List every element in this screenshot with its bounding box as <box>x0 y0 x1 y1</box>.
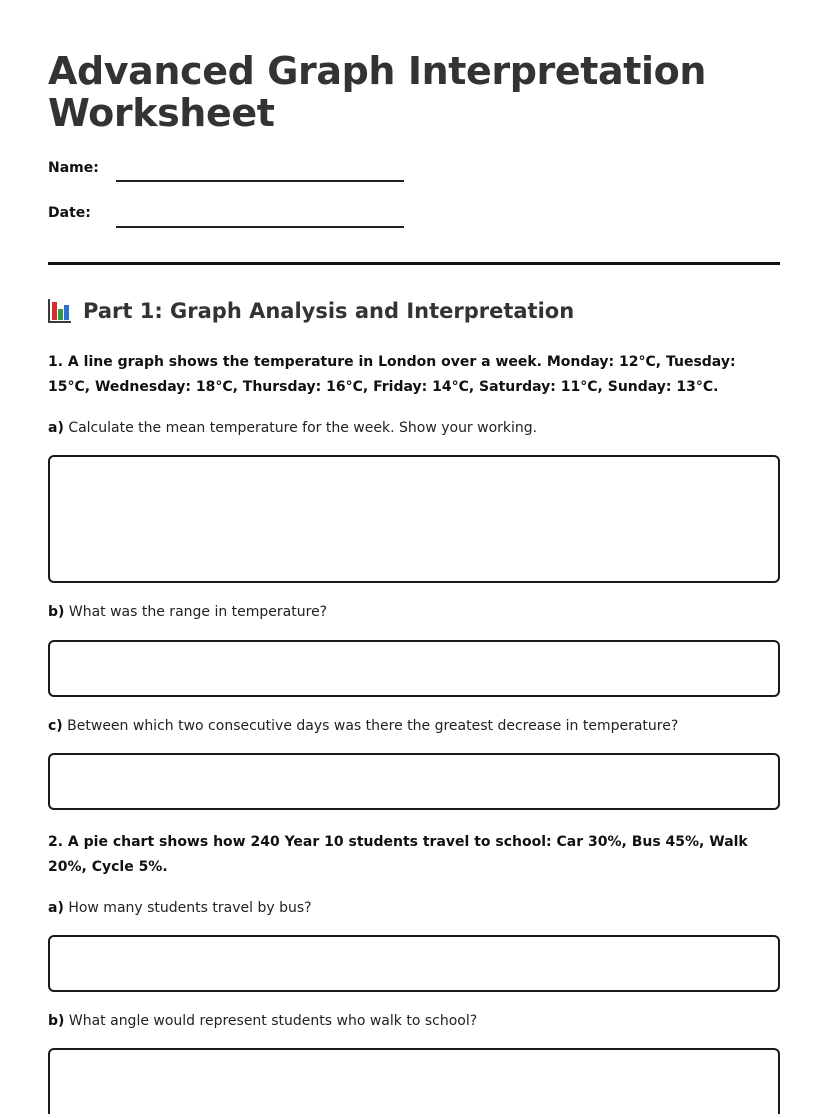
icon-bar-red <box>52 302 57 320</box>
section-heading-part-1 <box>48 299 574 323</box>
question-1b <box>48 602 788 622</box>
question-1c-text: Between which two consecutive days was there the greatest decrease in temperature? <box>67 718 679 734</box>
question-1a <box>48 418 788 438</box>
answer-box-1c[interactable] <box>48 753 780 810</box>
question-1b-text: What was the range in temperature? <box>68 604 328 620</box>
question-1-text: 1. A line graph shows the temperature in London over a week. Monday: 12°C, Tuesday: 15°C, Wednesday: 18°C, Thursday: 16°C, Friday: 14°C, Saturday: 11°C, Sunday: 13°C. <box>48 354 736 395</box>
question-2a-letter: a) <box>48 900 64 916</box>
date-label: Date: <box>48 205 91 221</box>
answer-box-2b[interactable] <box>48 1048 780 1114</box>
question-2a-text: How many students travel by bus? <box>68 900 312 916</box>
question-1c-letter: c) <box>48 718 63 734</box>
answer-box-2a[interactable] <box>48 935 780 992</box>
question-2b-text: What angle would represent students who walk to school? <box>68 1013 478 1029</box>
section-heading-text: Part 1: Graph Analysis and Interpretation <box>83 299 575 323</box>
question-1a-letter: a) <box>48 420 64 436</box>
question-1c <box>48 716 788 736</box>
question-2b-letter: b) <box>48 1013 65 1029</box>
bar-chart-icon <box>48 299 71 323</box>
header-divider <box>48 262 780 265</box>
answer-box-1a[interactable] <box>48 455 780 583</box>
question-1b-letter: b) <box>48 604 65 620</box>
question-1a-text: Calculate the mean temperature for the week. Show your working. <box>68 420 538 436</box>
answer-box-1b[interactable] <box>48 640 780 697</box>
icon-bar-green <box>58 309 63 320</box>
question-2-text: 2. A pie chart shows how 240 Year 10 students travel to school: Car 30%, Bus 45%, Walk 20%, Cycle 5%. <box>48 834 748 875</box>
question-2a <box>48 898 788 918</box>
question-2b <box>48 1011 788 1031</box>
date-input-line[interactable] <box>116 226 404 228</box>
icon-bar-blue <box>64 305 69 320</box>
name-input-line[interactable] <box>116 180 404 182</box>
page-title: Advanced Graph Interpretation Worksheet <box>48 49 707 135</box>
name-label: Name: <box>48 160 99 176</box>
